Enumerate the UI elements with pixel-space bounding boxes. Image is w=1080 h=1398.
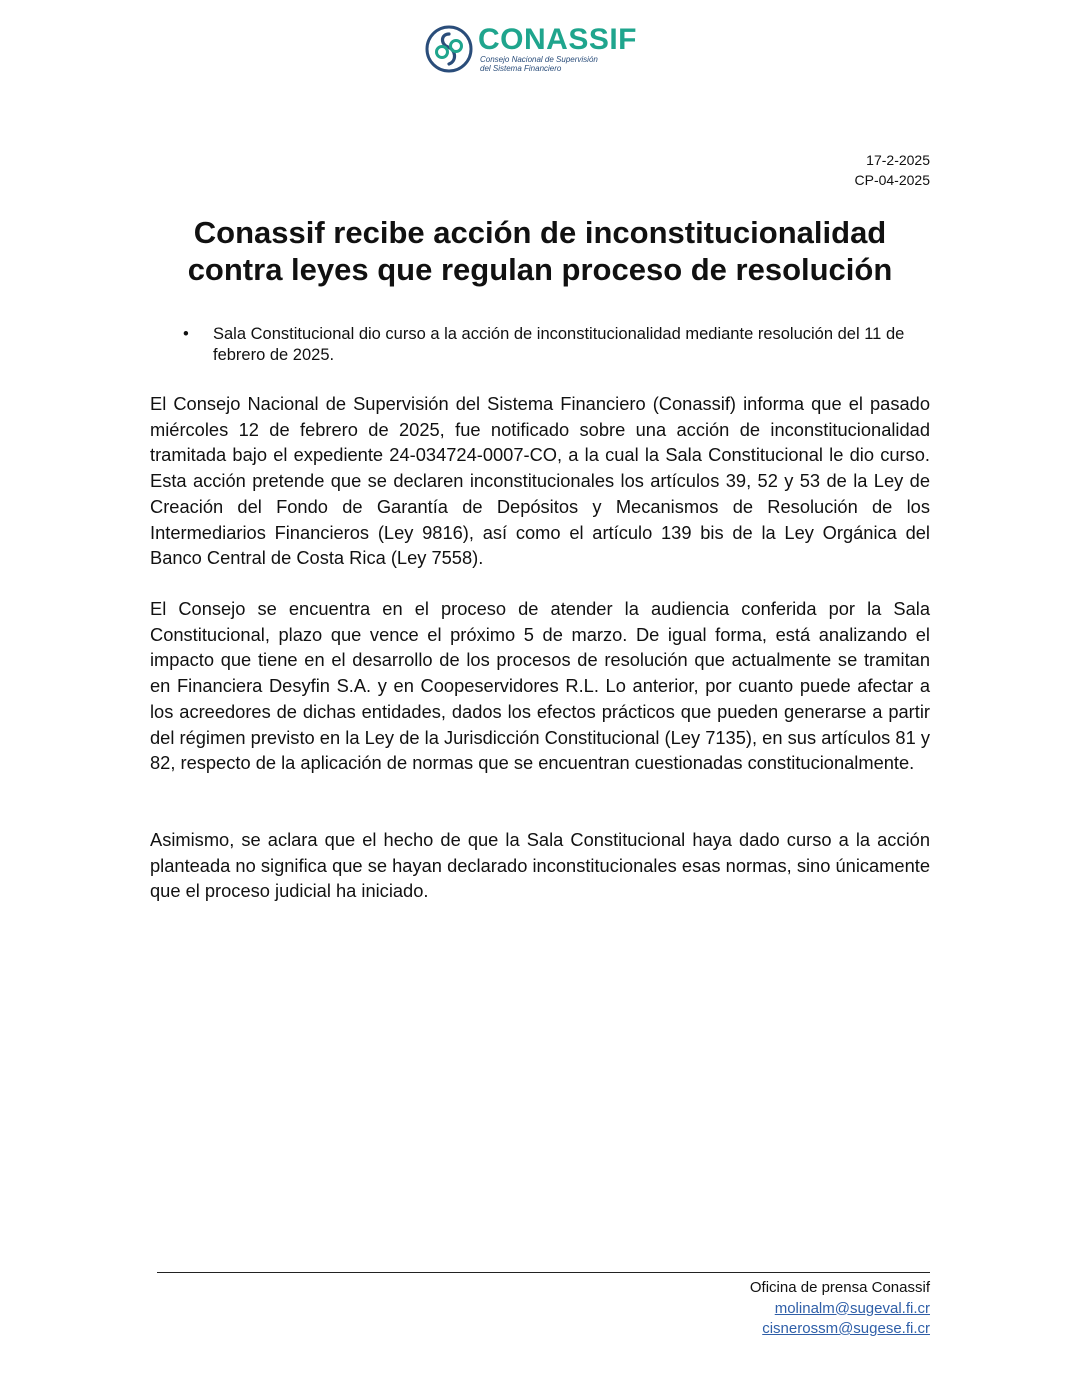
body-paragraph-3: Asimismo, se aclara que el hecho de que la Sala Constitucional haya dado curso a la acción planteada no significa que se hayan declarado inconstitucionales esas normas, sino únicamente que el proceso judicial ha iniciado. [150,829,930,902]
document-date: 17-2-2025 [866,152,930,168]
title-line-2: contra leyes que regulan proceso de resolución [187,252,893,287]
logo-subtitle-line1: Consejo Nacional de Supervisión [480,55,598,64]
email-link-molina[interactable]: molinalm@sugeval.fi.cr [774,1299,930,1317]
body-paragraph-2: El Consejo se encuentra en el proceso de atender la audiencia conferida por la Sala Constitucional, plazo que vence el próximo 5 de marzo. De igual forma, está analizando el impacto que tiene en el desarrollo de los procesos de resolución que actualmente se tramitan en Financiera Desyfin S.A. y en Coopeservidores R.L. Lo anterior, por cuanto puede afectar a los acreedores de dichas entidades, dados los efectos prácticos que pueden generarse a partir del régimen previsto en la Ley de la Jurisdicción Constitucional (Ley 7135), en sus artículos 81 y 82, respecto de la aplicación de normas que se encuentran cuestionadas constitucionalmente. [150,598,930,774]
bullet-text: Sala Constitucional dio curso a la acción de inconstitucionalidad mediante resolución del 11 de febrero de 2025. [213,325,905,364]
footer-contact [750,1278,930,1340]
logo-text [478,25,637,73]
highlight-list [150,324,930,366]
press-office-label: Oficina de prensa Conassif [749,1279,930,1296]
document-code: CP-04-2025 [854,172,930,188]
email-link-cisneros[interactable]: cisnerossm@sugese.fi.cr [762,1320,930,1337]
conassif-logo-icon [424,24,474,74]
footer-divider [157,1272,930,1273]
list-item [150,324,930,366]
page-title [150,214,930,288]
bullet-icon: • [183,325,189,343]
document-meta [855,150,931,190]
title-line-1: Conassif recibe acción de inconstitucionalidad [193,215,887,250]
conassif-logo [424,24,637,74]
logo-subtitle-line2: del Sistema Financiero [480,64,562,73]
logo-name: CONASSIF [478,23,638,56]
body-paragraph-1: El Consejo Nacional de Supervisión del Sistema Financiero (Conassif) informa que el pasado miércoles 12 de febrero de 2025, fue notificado sobre una acción de inconstitucionalidad tramitada bajo el expediente 24-034724-0007-CO, a la cual la Sala Constitucional le dio curso. Esta acción pretende que se declaren inconstitucionales los artículos 39, 52 y 53 de la Ley de Creación del Fondo de Garantía de Depósitos y Mecanismos de Resolución de los Intermediarios Financieros (Ley 9816), así como el artículo 139 bis de la Ley Orgánica del Banco Central de Costa Rica (Ley 7558). [150,393,930,569]
